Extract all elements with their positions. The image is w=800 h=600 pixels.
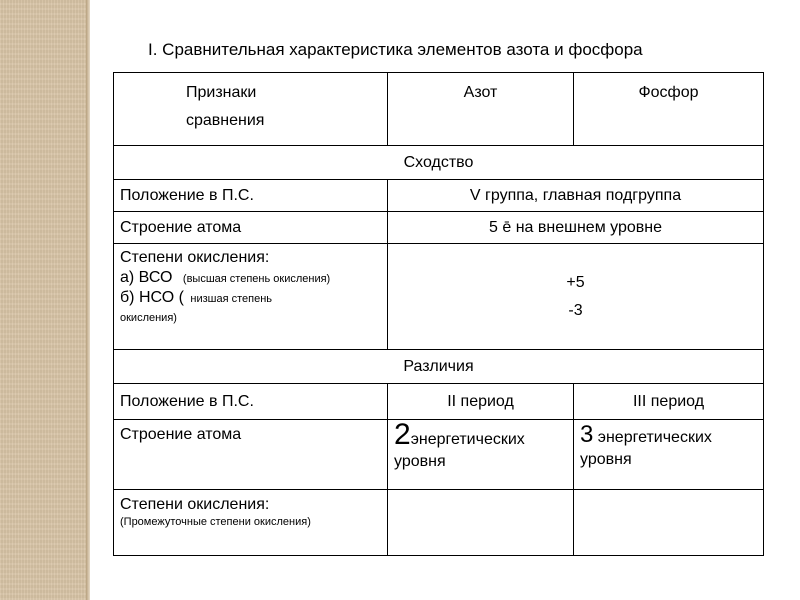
nitrogen-levels-number: 2 xyxy=(394,418,411,451)
header-row xyxy=(114,73,764,146)
nitrogen-levels xyxy=(388,420,574,490)
value-high: +5 xyxy=(566,273,585,291)
decorative-sidebar xyxy=(0,0,86,600)
header-criteria-line-2: сравнения xyxy=(186,112,265,129)
phosphorus-intermediate xyxy=(574,490,764,556)
intermediate-label: Степени окисления: xyxy=(120,496,270,513)
table-row xyxy=(114,384,764,420)
phosphorus-levels-text-1: энергетических xyxy=(593,429,712,446)
phosphorus-levels-text-2: уровня xyxy=(580,451,632,468)
similarity-structure-value: 5 ē на внешнем уровне xyxy=(388,212,764,244)
table-row xyxy=(114,212,764,244)
vso-note: (высшая степень окисления) xyxy=(182,273,331,285)
nso-line xyxy=(120,289,381,308)
table-row xyxy=(114,244,764,350)
similarity-oxidation-values xyxy=(388,244,764,350)
sidebar-edge xyxy=(86,0,90,600)
nitrogen-levels-text-2: уровня xyxy=(394,453,446,470)
table-row xyxy=(114,420,764,490)
oxidation-label: Степени окисления: xyxy=(120,249,270,266)
table-row xyxy=(114,490,764,556)
similarity-heading: Сходство xyxy=(114,146,764,180)
table-row xyxy=(114,180,764,212)
comparison-table xyxy=(113,72,764,556)
page-title: I. Сравнительная характеристика элементов азота и фосфора xyxy=(148,40,643,59)
similarity-heading-row xyxy=(114,146,764,180)
nso-note-1: низшая степень xyxy=(190,293,273,305)
similarity-position-label: Положение в П.С. xyxy=(114,180,388,212)
vso-label: а) ВСО xyxy=(120,269,173,286)
phosphorus-levels-number: 3 xyxy=(580,421,594,448)
header-phosphorus: Фосфор xyxy=(574,73,764,146)
header-nitrogen: Азот xyxy=(388,73,574,146)
phosphorus-levels xyxy=(574,420,764,490)
nitrogen-levels-text-1: энергетических xyxy=(410,431,525,448)
nitrogen-intermediate xyxy=(388,490,574,556)
differences-position-label: Положение в П.С. xyxy=(114,384,388,420)
nso-label: б) НСО ( xyxy=(120,289,184,306)
differences-heading: Различия xyxy=(114,350,764,384)
nso-note-2: окисления) xyxy=(120,312,177,324)
similarity-oxidation-label-cell xyxy=(114,244,388,350)
differences-oxidation-label-cell xyxy=(114,490,388,556)
vso-line xyxy=(120,268,381,289)
intermediate-note: (Промежуточные степени окисления) xyxy=(120,516,311,528)
header-criteria-line-1: Признаки xyxy=(186,84,257,101)
differences-structure-label: Строение атома xyxy=(114,420,388,490)
differences-heading-row xyxy=(114,350,764,384)
phosphorus-period: III период xyxy=(574,384,764,420)
similarity-structure-label: Строение атома xyxy=(114,212,388,244)
nitrogen-period: II период xyxy=(388,384,574,420)
similarity-position-value: V группа, главная подгруппа xyxy=(388,180,764,212)
header-criteria xyxy=(114,73,388,146)
value-low: -3 xyxy=(568,301,583,319)
